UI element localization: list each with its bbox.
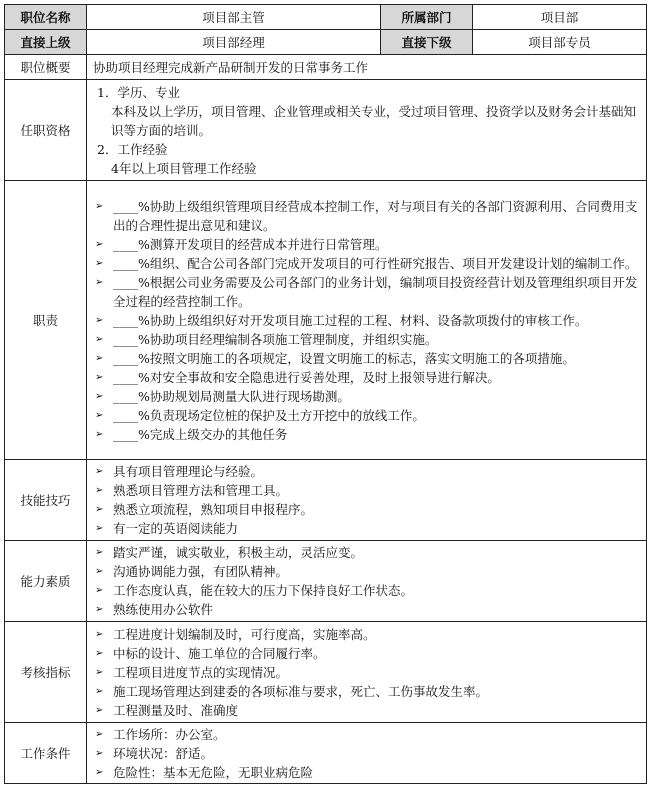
header-row-1: [5, 5, 647, 30]
list-item: [93, 500, 640, 519]
list-item: [93, 368, 640, 387]
qualification-education-detail: 本科及以上学历，项目管理、企业管理或相关专业，受过项目管理、投资学以及财务会计基础知识等方面的培训。: [111, 103, 637, 138]
list-item: [93, 625, 640, 644]
position-name-value: 项目部主管: [87, 5, 381, 30]
arrow-right-icon: ➢: [95, 647, 104, 659]
arrow-right-icon: ➢: [95, 276, 104, 288]
job-description-table: [4, 4, 647, 784]
kpis-row: [5, 622, 647, 723]
duties-row: [5, 181, 647, 460]
list-item: [93, 581, 640, 600]
arrow-right-icon: ➢: [95, 466, 104, 477]
skills-label: 技能技巧: [5, 460, 87, 541]
overview-text: 协助项目经理完成新产品研制开发的日常事务工作: [87, 55, 647, 80]
qualification-experience-detail: 4年以上项目管理工作经验: [111, 160, 257, 176]
list-item-text: 工作态度认真，能在较大的压力下保持良好工作状态。: [113, 583, 414, 598]
list-item-text: 工程项目进度节点的实现情况。: [113, 664, 289, 680]
list-item-text: ____%测算开发项目的经营成本并进行日常管理。: [113, 236, 388, 252]
list-item: [93, 543, 640, 562]
arrow-right-icon: ➢: [95, 766, 104, 778]
list-item: [93, 562, 640, 581]
qualifications-label: 任职资格: [5, 80, 87, 181]
department-value: 项目部: [473, 5, 647, 30]
list-item-text: 工程进度计划编制及时，可行度高，实施率高。: [113, 626, 376, 642]
department-label: 所属部门: [381, 5, 473, 30]
list-item-text: 工作场所：办公室。: [113, 726, 226, 742]
list-item: [93, 663, 640, 682]
header-row-2: [5, 30, 647, 55]
list-item: [93, 725, 640, 744]
duties-list: [93, 197, 640, 444]
conditions-list: [93, 725, 640, 782]
skills-list: [93, 462, 640, 538]
subordinate-label: 直接下级: [381, 30, 473, 55]
arrow-right-icon: ➢: [95, 238, 104, 250]
list-item: [93, 682, 640, 701]
arrow-right-icon: ➢: [95, 485, 104, 496]
list-item: [93, 462, 640, 481]
abilities-content: [87, 541, 647, 622]
skills-content: [87, 460, 647, 541]
list-item: [93, 519, 640, 538]
list-item: [93, 644, 640, 663]
kpis-list: [93, 625, 640, 720]
arrow-right-icon: ➢: [95, 200, 104, 212]
list-item-text: 沟通协调能力强，有团队精神。: [113, 564, 289, 579]
arrow-right-icon: ➢: [95, 747, 104, 759]
list-item-text: ____%协助上级组织好对开发项目施工过程的工程、材料、设备款项拨付的审核工作。: [113, 312, 588, 328]
list-item-text: 有一定的英语阅读能力: [113, 521, 239, 536]
kpis-content: [87, 622, 647, 723]
arrow-right-icon: ➢: [95, 371, 104, 383]
subordinate-value: 项目部专员: [473, 30, 647, 55]
list-item: [93, 254, 640, 273]
list-item-text: 熟悉项目管理方法和管理工具。: [113, 483, 289, 498]
conditions-label: 工作条件: [5, 723, 87, 784]
list-item-text: ____%组织、配合公司各部门完成开发项目的可行性研究报告、项目开发建设计划的编制工作。: [113, 255, 638, 271]
abilities-label: 能力素质: [5, 541, 87, 622]
arrow-right-icon: ➢: [95, 704, 104, 716]
list-item-text: 施工现场管理达到建委的各项标准与要求，死亡、工伤事故发生率。: [113, 683, 489, 699]
arrow-right-icon: ➢: [95, 333, 104, 345]
superior-value: 项目部经理: [87, 30, 381, 55]
arrow-right-icon: ➢: [95, 685, 104, 697]
duties-content: [87, 181, 647, 460]
arrow-right-icon: ➢: [95, 352, 104, 364]
list-item-text: ____%对安全事故和安全隐患进行妥善处理，及时上报领导进行解决。: [113, 369, 500, 385]
arrow-right-icon: ➢: [95, 504, 104, 515]
list-item-text: 工程测量及时、准确度: [113, 702, 239, 718]
abilities-row: [5, 541, 647, 622]
list-item: [93, 235, 640, 254]
arrow-right-icon: ➢: [95, 628, 104, 640]
qualification-education-title: 1．学历、专业: [97, 84, 180, 100]
list-item-text: ____%协助规划局测量大队进行现场勘测。: [113, 388, 350, 404]
kpis-label: 考核指标: [5, 622, 87, 723]
arrow-right-icon: ➢: [95, 547, 104, 558]
conditions-row: [5, 723, 647, 784]
overview-label: 职位概要: [5, 55, 87, 80]
list-item: [93, 197, 640, 235]
qualifications-content: [87, 80, 647, 181]
list-item: [93, 481, 640, 500]
arrow-right-icon: ➢: [95, 728, 104, 740]
overview-row: [5, 55, 647, 80]
list-item-text: ____%根据公司业务需要及公司各部门的业务计划，编制项目投资经营计划及管理组织项目开发全过程的经营控制工作。: [113, 274, 638, 309]
superior-label: 直接上级: [5, 30, 87, 55]
arrow-right-icon: ➢: [95, 585, 104, 596]
list-item-text: 踏实严谨，诚实敬业，积极主动，灵活应变。: [113, 545, 364, 560]
arrow-right-icon: ➢: [95, 566, 104, 577]
conditions-content: [87, 723, 647, 784]
list-item: [93, 600, 640, 619]
arrow-right-icon: ➢: [95, 604, 104, 615]
list-item: [93, 330, 640, 349]
list-item-text: 环境状况：舒适。: [113, 745, 214, 761]
list-item: [93, 701, 640, 720]
job-description-page: [4, 4, 646, 784]
list-item-text: 熟练使用办公软件: [113, 602, 214, 617]
list-item-text: ____%负责现场定位桩的保护及土方开挖中的放线工作。: [113, 407, 425, 423]
arrow-right-icon: ➢: [95, 409, 104, 421]
duties-label: 职责: [5, 181, 87, 460]
list-item-text: 危险性：基本无危险，无职业病危险: [113, 764, 314, 780]
list-item: [93, 273, 640, 311]
list-item: [93, 744, 640, 763]
list-item-text: 熟悉立项流程，熟知项目申报程序。: [113, 502, 314, 517]
list-item: [93, 349, 640, 368]
position-name-label: 职位名称: [5, 5, 87, 30]
qualifications-row: [5, 80, 647, 181]
abilities-list: [93, 543, 640, 619]
list-item-text: 具有项目管理理论与经验。: [113, 464, 264, 479]
arrow-right-icon: ➢: [95, 314, 104, 326]
list-item-text: ____%协助项目经理编制各项施工管理制度，并组织实施。: [113, 331, 438, 347]
qualification-experience-title: 2．工作经验: [97, 141, 168, 157]
arrow-right-icon: ➢: [95, 666, 104, 678]
arrow-right-icon: ➢: [95, 428, 104, 440]
arrow-right-icon: ➢: [95, 523, 104, 534]
list-item: [93, 387, 640, 406]
list-item: [93, 311, 640, 330]
list-item: [93, 425, 640, 444]
list-item-text: ____%按照文明施工的各项规定，设置文明施工的标志，落实文明施工的各项措施。: [113, 350, 575, 366]
skills-row: [5, 460, 647, 541]
list-item: [93, 406, 640, 425]
arrow-right-icon: ➢: [95, 390, 104, 402]
list-item-text: ____%协助上级组织管理项目经营成本控制工作，对与项目有关的各部门资源利用、合同费用支出的合理性提出意见和建议。: [113, 198, 638, 233]
arrow-right-icon: ➢: [95, 257, 104, 269]
list-item-text: 中标的设计、施工单位的合同履行率。: [113, 645, 326, 661]
list-item-text: ____%完成上级交办的其他任务: [113, 426, 288, 442]
list-item: [93, 763, 640, 782]
